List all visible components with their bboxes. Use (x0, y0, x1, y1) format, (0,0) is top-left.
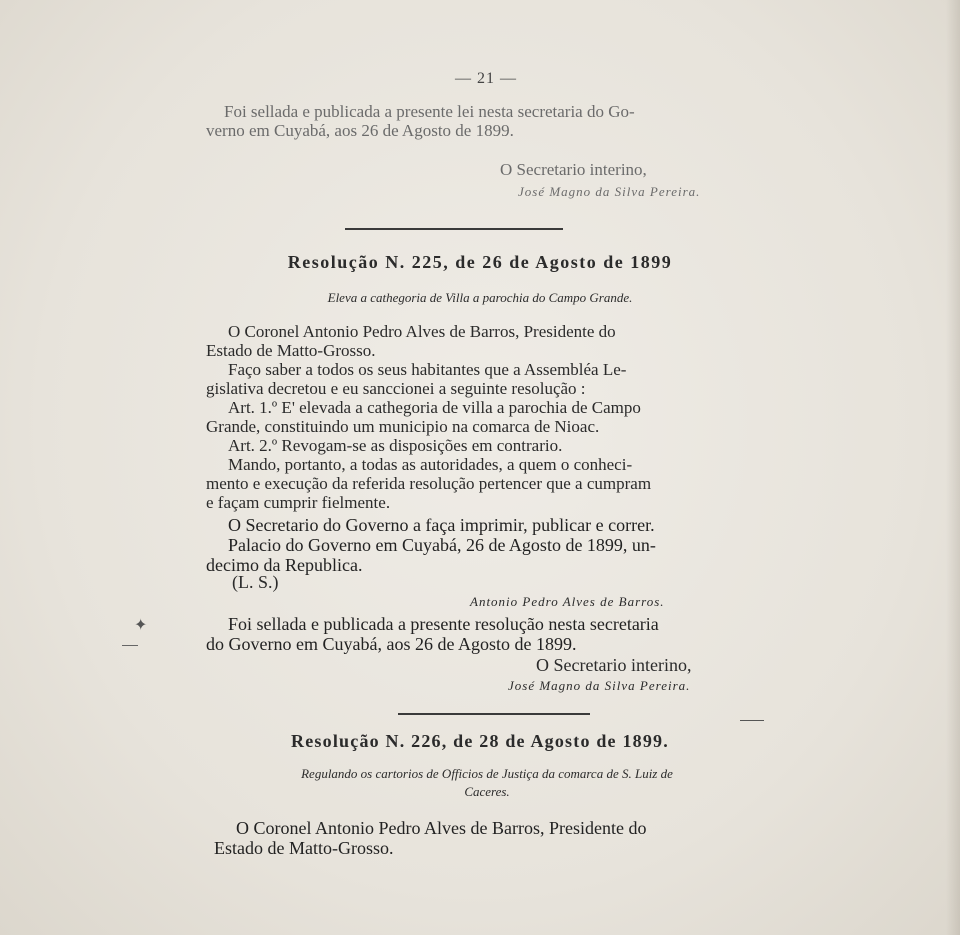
resolution-226-subheading-1: Regulando os cartorios de Officios de Justiça da comarca de S. Luiz de (301, 766, 673, 781)
section-divider-2 (398, 713, 590, 715)
edge-dash (740, 720, 764, 721)
top-secretary-signature: José Magno da Silva Pereira. (518, 184, 701, 199)
resolution-225-secretary-title: O Secretario interino, (536, 655, 692, 675)
palacio-line-2: decimo da Republica. (206, 555, 363, 575)
president-signature: Antonio Pedro Alves de Barros. (470, 594, 665, 609)
resolution-225-closing (206, 515, 758, 575)
seal-mark: (L. S.) (232, 572, 279, 592)
article-2: Art. 2.º Revogam-se as disposições em contrario. (228, 436, 563, 455)
top-closing-text (206, 102, 758, 140)
resolution-226-heading: Resolução N. 226, de 28 de Agosto de 1899. (291, 731, 669, 751)
decree-line-2: gislativa decretou e eu sanccionei a seguinte resolução : (206, 379, 586, 398)
page-edge-shadow (946, 0, 960, 935)
resolution-225-secretary-signature: José Magno da Silva Pereira. (508, 678, 691, 693)
mando-line-2: mento e execução da referida resolução pertencer que a cumpram (206, 474, 652, 493)
top-line-1: Foi sellada e publicada a presente lei nesta secretaria do Go- (224, 102, 635, 121)
intro-line-2: Estado de Matto-Grosso. (206, 341, 376, 360)
section-divider-1 (345, 228, 563, 230)
mando-line-3: e façam cumprir fielmente. (206, 493, 391, 512)
resolution-225-heading: Resolução N. 225, de 26 de Agosto de 1899 (287, 252, 673, 272)
decree-line-1: Faço saber a todos os seus habitantes que a Assembléa Le- (228, 360, 627, 379)
sealed-line-2: do Governo em Cuyabá, aos 26 de Agosto de 1899. (206, 634, 577, 654)
article-1-line-2: Grande, constituindo um municipio na comarca de Nioac. (206, 417, 600, 436)
secretario-line: O Secretario do Governo a faça imprimir, publicar e correr. (228, 515, 655, 535)
article-1-line-1: Art. 1.º E' elevada a cathegoria de villa a parochia de Campo (228, 398, 641, 417)
resolution-226-intro-2: Estado de Matto-Grosso. (214, 838, 394, 858)
palacio-line-1: Palacio do Governo em Cuyabá, 26 de Agosto de 1899, un- (228, 535, 656, 555)
margin-mark: ✦ (134, 617, 148, 634)
resolution-226-body (214, 818, 758, 858)
sealed-line-1: Foi sellada e publicada a presente resolução nesta secretaria (228, 614, 659, 634)
resolution-225-subheading: Eleva a cathegoria de Villa a parochia do Campo Grande. (327, 290, 633, 305)
resolution-226-subheading-2: Caceres. (464, 784, 510, 799)
intro-line-1: O Coronel Antonio Pedro Alves de Barros, Presidente do (228, 322, 616, 341)
resolution-225-body (206, 322, 758, 512)
top-line-2: verno em Cuyabá, aos 26 de Agosto de 1899. (206, 121, 514, 140)
margin-dash (122, 645, 138, 646)
resolution-226-intro-1: O Coronel Antonio Pedro Alves de Barros, Presidente do (236, 818, 647, 838)
top-secretary-title: O Secretario interino, (500, 160, 647, 179)
page-number: — 21 — (455, 70, 517, 87)
resolution-225-sealed (206, 614, 758, 654)
mando-line-1: Mando, portanto, a todas as autoridades, a quem o conheci- (228, 455, 633, 474)
